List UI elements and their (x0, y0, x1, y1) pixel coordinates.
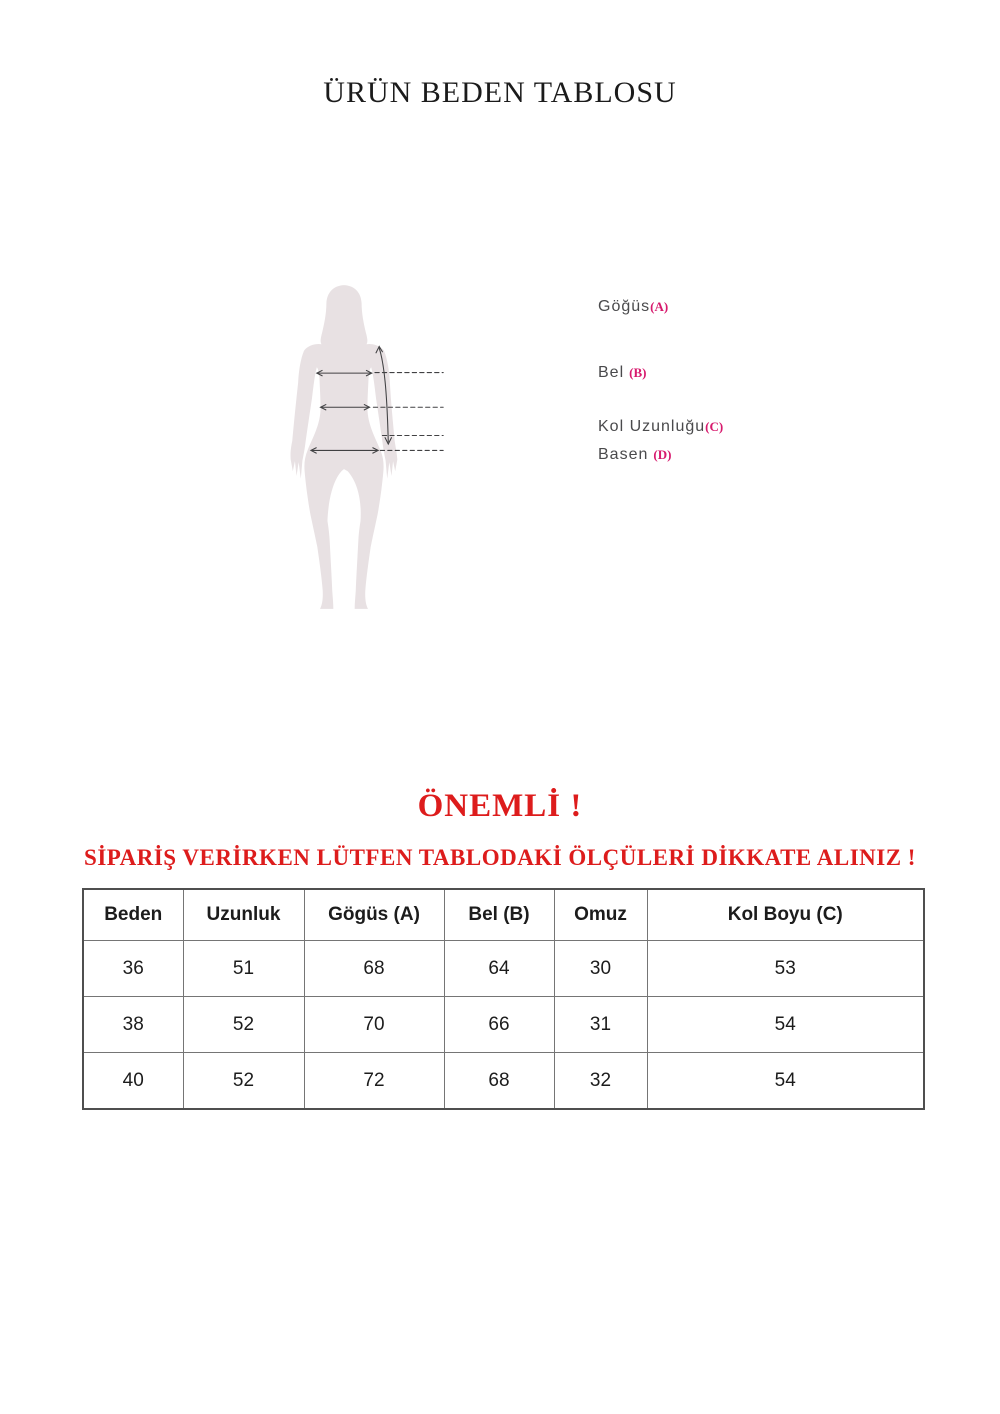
size-table-row (83, 941, 924, 997)
size-table (82, 888, 925, 1110)
header-bel: Bel (B) (444, 889, 554, 941)
size-table-header-row (83, 889, 924, 941)
header-gogus: Gögüs (A) (304, 889, 444, 941)
size-table-row (83, 997, 924, 1053)
important-heading: ÖNEMLİ ! (417, 788, 583, 824)
table-cell: 31 (554, 997, 647, 1053)
table-cell: 68 (444, 1053, 554, 1110)
table-cell: 30 (554, 941, 647, 997)
label-chest-letter: (A) (650, 299, 669, 314)
page-title: ÜRÜN BEDEN TABLOSU (323, 76, 677, 109)
label-chest-text: Göğüs (598, 298, 651, 315)
label-chest (598, 296, 668, 318)
size-table-row (83, 1053, 924, 1110)
table-cell: 36 (83, 941, 183, 997)
table-cell: 52 (183, 1053, 304, 1110)
label-hip-text: Basen (598, 446, 649, 463)
table-cell: 66 (444, 997, 554, 1053)
header-omuz: Omuz (554, 889, 647, 941)
table-cell: 53 (647, 941, 924, 997)
table-cell: 68 (304, 941, 444, 997)
table-cell: 32 (554, 1053, 647, 1110)
warning-text: SİPARİŞ VERİRKEN LÜTFEN TABLODAKİ ÖLÇÜLERİ DİKKATE ALINIZ ! (84, 845, 916, 870)
label-waist (598, 362, 646, 384)
label-hip-letter: (D) (653, 447, 672, 462)
label-arm-length-text: Kol Uzunluğu (598, 418, 706, 435)
table-cell: 72 (304, 1053, 444, 1110)
table-cell: 40 (83, 1053, 183, 1110)
label-hip (598, 444, 671, 466)
header-kol-boyu: Kol Boyu (C) (647, 889, 924, 941)
female-silhouette-figure (291, 285, 398, 609)
label-waist-text: Bel (598, 364, 625, 381)
table-cell: 38 (83, 997, 183, 1053)
header-uzunluk: Uzunluk (183, 889, 304, 941)
label-waist-letter: (B) (629, 365, 647, 380)
body-measurement-diagram (280, 135, 600, 760)
table-cell: 70 (304, 997, 444, 1053)
table-cell: 54 (647, 1053, 924, 1110)
label-arm-length (598, 416, 723, 438)
table-cell: 64 (444, 941, 554, 997)
table-cell: 54 (647, 997, 924, 1053)
table-cell: 51 (183, 941, 304, 997)
header-beden: Beden (83, 889, 183, 941)
table-cell: 52 (183, 997, 304, 1053)
label-arm-length-letter: (C) (705, 419, 724, 434)
